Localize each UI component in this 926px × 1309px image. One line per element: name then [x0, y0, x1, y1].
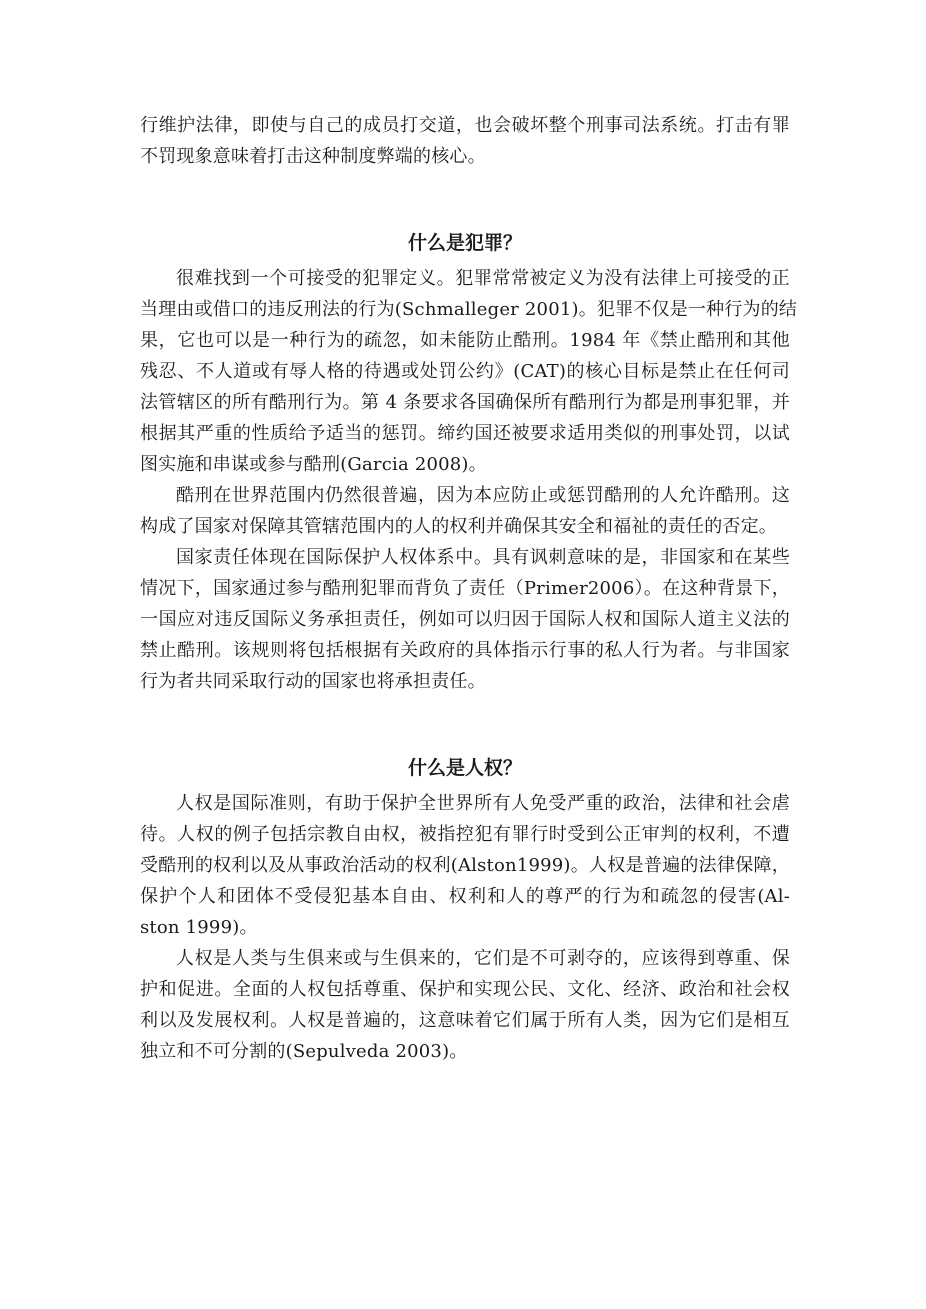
text-line: 利以及发展权利。人权是普遍的，这意味着它们属于所有人类，因为它们是相互: [140, 1010, 790, 1031]
text-line: 国家责任体现在国际保护人权体系中。具有讽刺意味的是，非国家和在某些: [176, 547, 790, 568]
text-line: 很难找到一个可接受的犯罪定义。犯罪常常被定义为没有法律上可接受的正: [176, 268, 790, 289]
text-line: 果，它也可以是一种行为的疏忽，如未能防止酷刑。1984 年《禁止酷刑和其他: [140, 330, 790, 351]
text-line: 法管辖区的所有酷刑行为。第 4 条要求各国确保所有酷刑行为都是刑事犯罪，并: [140, 392, 790, 413]
text-line: 保护个人和团体不受侵犯基本自由、权利和人的尊严的行为和疏忽的侵害(Al-: [140, 886, 790, 907]
text-line: 护和促进。全面的人权包括尊重、保护和实现公民、文化、经济、政治和社会权: [140, 979, 790, 1000]
text-line: 禁止酷刑。该规则将包括根据有关政府的具体指示行事的私人行为者。与非国家: [140, 640, 790, 661]
section-heading-human-rights: 什么是人权？: [407, 757, 522, 779]
intro-paragraph: [140, 110, 790, 172]
text-line: 情况下，国家通过参与酷刑犯罪而背负了责任（Primer2006）。在这种背景下，: [140, 578, 790, 599]
text-line: 待。人权的例子包括宗教自由权，被指控犯有罪行时受到公正审判的权利，不遭: [140, 824, 790, 845]
text-line: ston 1999)。: [140, 917, 258, 938]
text-line: 根据其严重的性质给予适当的惩罚。缔约国还被要求适用类似的刑事处罚，以试: [140, 423, 790, 444]
section-heading-crime: 什么是犯罪？: [407, 232, 522, 254]
text-line: 不罚现象意味着打击这种制度弊端的核心。: [140, 146, 486, 167]
text-line: 残忍、不人道或有辱人格的待遇或处罚公约》(CAT)的核心目标是禁止在任何司: [140, 361, 790, 382]
text-line: 人权是人类与生俱来或与生俱来的，它们是不可剥夺的，应该得到尊重、保: [176, 948, 790, 969]
paragraph: [140, 943, 790, 1067]
text-line: 图实施和串谋或参与酷刑(Garcia 2008)。: [140, 454, 487, 475]
text-line: 行为者共同采取行动的国家也将承担责任。: [140, 671, 486, 692]
paragraph: [140, 788, 790, 943]
text-line: 一国应对违反国际义务承担责任，例如可以归因于国际人权和国际人道主义法的: [140, 609, 790, 630]
text-line: 构成了国家对保障其管辖范围内的人的权利并确保其安全和福祉的责任的否定。: [140, 516, 777, 537]
paragraph: [140, 542, 790, 697]
text-line: 当理由或借口的违反刑法的行为(Schmalleger 2001)。犯罪不仅是一种行为的结: [140, 299, 798, 320]
text-line: 酷刑在世界范围内仍然很普遍，因为本应防止或惩罚酷刑的人允许酷刑。这: [176, 485, 790, 506]
paragraph: [140, 480, 790, 542]
text-line: 独立和不可分割的(Sepulveda 2003)。: [140, 1041, 468, 1062]
text-line: 受酷刑的权利以及从事政治活动的权利(Alston1999)。人权是普遍的法律保障，: [140, 855, 790, 876]
document-page: [140, 110, 798, 1067]
paragraph: [140, 263, 798, 480]
text-line: 行维护法律，即使与自己的成员打交道，也会破坏整个刑事司法系统。打击有罪: [140, 115, 790, 136]
text-line: 人权是国际准则，有助于保护全世界所有人免受严重的政治，法律和社会虐: [176, 793, 790, 814]
